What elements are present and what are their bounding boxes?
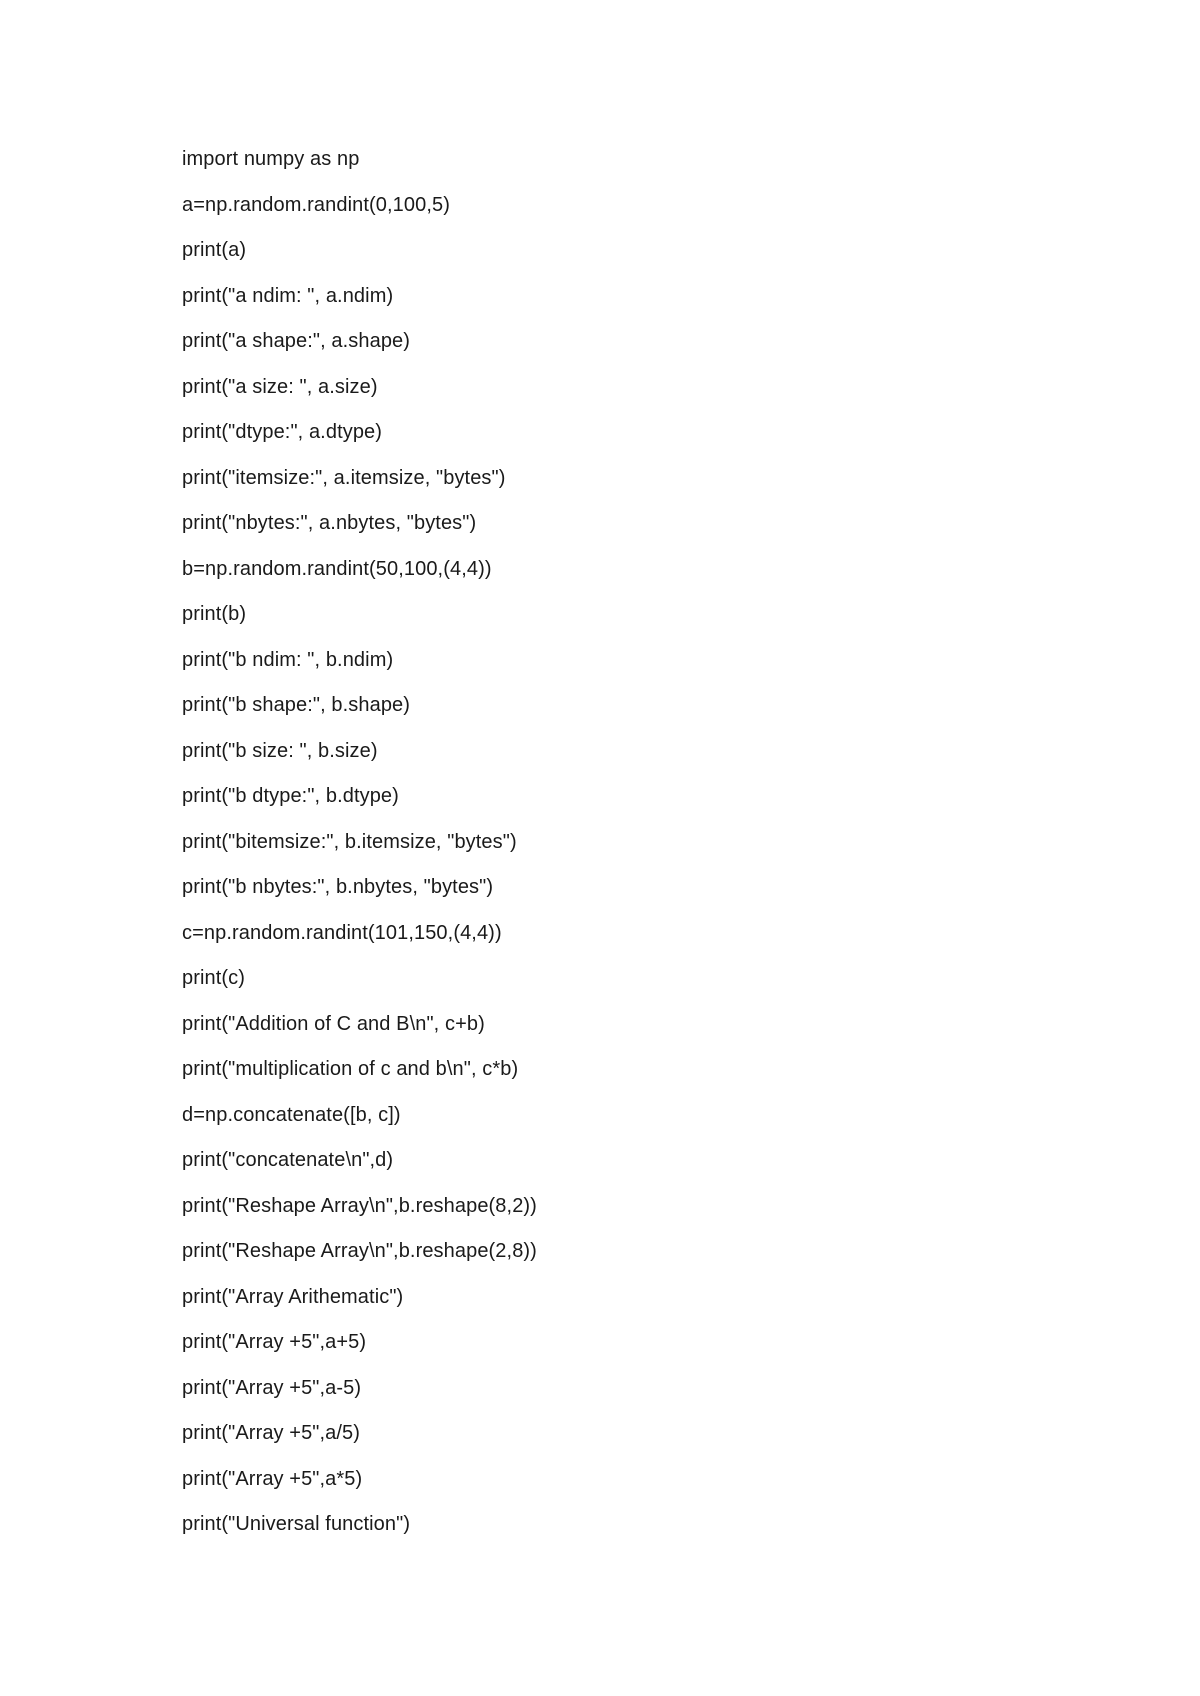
code-line: print("multiplication of c and b\n", c*b) — [182, 1058, 519, 1080]
code-line: print("itemsize:", a.itemsize, "bytes") — [182, 466, 506, 489]
code-line: print("b nbytes:", b.nbytes, "bytes") — [182, 876, 494, 898]
code-line: a=np.random.randint(0,100,5) — [182, 193, 450, 216]
code-line: b=np.random.randint(50,100,(4,4)) — [182, 557, 492, 580]
code-line: import numpy as np — [182, 148, 360, 170]
code-line: c=np.random.randint(101,150,(4,4)) — [182, 921, 502, 944]
code-line: print("Universal function") — [182, 1513, 411, 1535]
code-line: print("Array +5",a-5) — [182, 1376, 362, 1399]
code-line: print(c) — [182, 967, 246, 989]
code-line: print("nbytes:", a.nbytes, "bytes") — [182, 512, 477, 534]
code-line: print("a shape:", a.shape) — [182, 330, 411, 352]
code-line: print("dtype:", a.dtype) — [182, 421, 383, 443]
code-line: print(a) — [182, 239, 247, 261]
code-line: print("Array +5",a*5) — [182, 1467, 363, 1490]
code-line: print("a size: ", a.size) — [182, 375, 378, 398]
code-line: print("Reshape Array\n",b.reshape(2,8)) — [182, 1240, 537, 1262]
code-line: d=np.concatenate([b, c]) — [182, 1103, 401, 1126]
code-line: print("b ndim: ", b.ndim) — [182, 648, 394, 671]
code-line: print("Array +5",a/5) — [182, 1422, 361, 1444]
code-listing — [182, 143, 1082, 1554]
code-line: print("concatenate\n",d) — [182, 1149, 394, 1171]
code-line: print("Addition of C and B\n", c+b) — [182, 1012, 485, 1035]
code-line: print("bitemsize:", b.itemsize, "bytes") — [182, 830, 517, 853]
code-line: print("Array +5",a+5) — [182, 1331, 367, 1353]
code-line: print("a ndim: ", a.ndim) — [182, 284, 394, 307]
code-line: print("Array Arithematic") — [182, 1285, 404, 1308]
code-line: print("b dtype:", b.dtype) — [182, 785, 399, 807]
code-line: print("b size: ", b.size) — [182, 739, 378, 762]
code-line: print("Reshape Array\n",b.reshape(8,2)) — [182, 1194, 537, 1217]
code-line: print(b) — [182, 603, 247, 625]
code-line: print("b shape:", b.shape) — [182, 694, 411, 716]
